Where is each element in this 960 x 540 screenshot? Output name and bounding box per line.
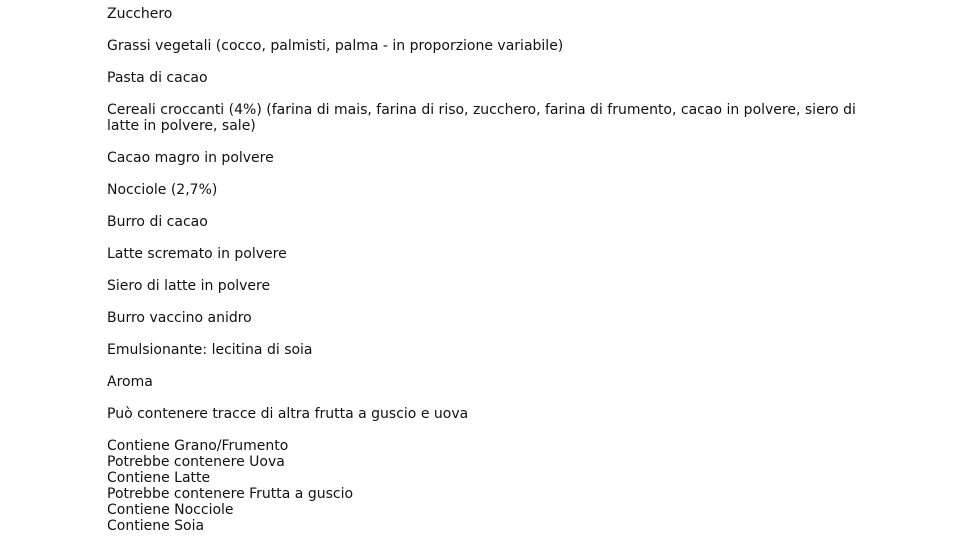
allergen-line: Contiene Grano/Frumento	[107, 438, 289, 454]
allergen-line: Contiene Soia	[107, 518, 205, 534]
allergen-line: Potrebbe contenere Frutta a guscio	[107, 486, 354, 502]
allergen-line: Contiene Nocciole	[107, 502, 234, 518]
ingredient-line: Cereali croccanti (4%) (farina di mais, farina di riso, zucchero, farina di frumento, cacao in polvere, siero di latte in polvere, sale)	[107, 102, 856, 134]
ingredient-line: Cacao magro in polvere	[107, 150, 274, 166]
ingredient-line: Burro di cacao	[107, 214, 208, 230]
ingredient-line: Latte scremato in polvere	[107, 246, 287, 262]
ingredient-line: Aroma	[107, 374, 153, 390]
allergen-list	[107, 438, 867, 534]
ingredient-line: Burro vaccino anidro	[107, 310, 252, 326]
ingredient-line: Emulsionante: lecitina di soia	[107, 342, 313, 358]
ingredient-line: Zucchero	[107, 6, 173, 22]
ingredient-line: Grassi vegetali (cocco, palmisti, palma - in proporzione variabile)	[107, 38, 564, 54]
ingredient-line: Pasta di cacao	[107, 70, 208, 86]
allergen-line: Potrebbe contenere Uova	[107, 454, 285, 470]
ingredient-line: Siero di latte in polvere	[107, 278, 271, 294]
ingredient-line: Può contenere tracce di altra frutta a guscio e uova	[107, 406, 469, 422]
ingredients-document	[107, 6, 867, 534]
ingredient-line: Nocciole (2,7%)	[107, 182, 218, 198]
allergen-line: Contiene Latte	[107, 470, 211, 486]
